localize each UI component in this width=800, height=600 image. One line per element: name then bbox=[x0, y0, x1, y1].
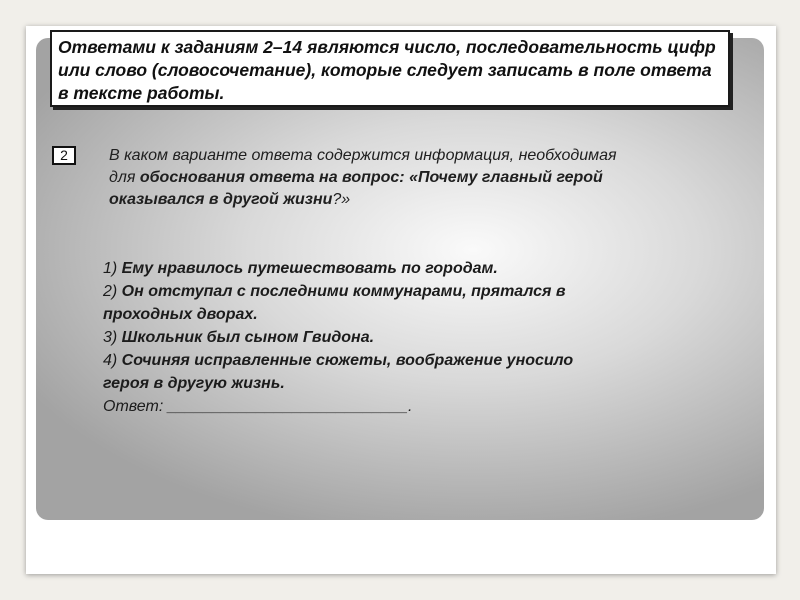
option-text: Он отступал с последними коммунарами, прятался в bbox=[117, 283, 566, 300]
option-text: проходных дворах. bbox=[103, 306, 258, 323]
question-emphasis: обоснования ответа на вопрос: «Почему главный герой bbox=[139, 169, 603, 186]
option-4-continued bbox=[103, 372, 743, 395]
option-text: героя в другую жизнь. bbox=[103, 375, 285, 392]
question-text: для bbox=[109, 169, 140, 186]
instruction-line-1: Ответами к заданиям 2–14 являются число, последовательность цифр bbox=[58, 37, 716, 57]
task-number-badge: 2 bbox=[52, 146, 76, 165]
option-2-continued bbox=[103, 303, 743, 326]
question-line-1: В каком варианте ответа содержится информация, необходимая bbox=[109, 147, 617, 164]
task-question bbox=[109, 145, 759, 211]
answer-options bbox=[103, 257, 743, 418]
question-text: ?» bbox=[332, 191, 351, 208]
question-line-2 bbox=[109, 167, 759, 189]
question-emphasis: оказывался в другой жизни bbox=[109, 191, 333, 208]
instruction-header bbox=[50, 30, 730, 107]
option-number: 2) bbox=[103, 283, 118, 300]
question-line-3 bbox=[109, 189, 759, 211]
option-number: 1) bbox=[103, 260, 118, 277]
answer-line: Ответ: ___________________________. bbox=[103, 398, 413, 415]
option-text: Школьник был сыном Гвидона. bbox=[117, 329, 375, 346]
instruction-line-3: в тексте работы. bbox=[58, 83, 225, 103]
option-text: Сочиняя исправленные сюжеты, воображение уносило bbox=[117, 352, 574, 369]
option-number: 4) bbox=[103, 352, 118, 369]
option-3 bbox=[103, 326, 743, 349]
option-text: Ему нравилось путешествовать по городам. bbox=[117, 260, 498, 277]
option-2 bbox=[103, 280, 743, 303]
option-number: 3) bbox=[103, 329, 118, 346]
option-1 bbox=[103, 257, 743, 280]
instruction-line-2: или слово (словосочетание), которые следует записать в поле ответа bbox=[58, 60, 712, 80]
option-4 bbox=[103, 349, 743, 372]
